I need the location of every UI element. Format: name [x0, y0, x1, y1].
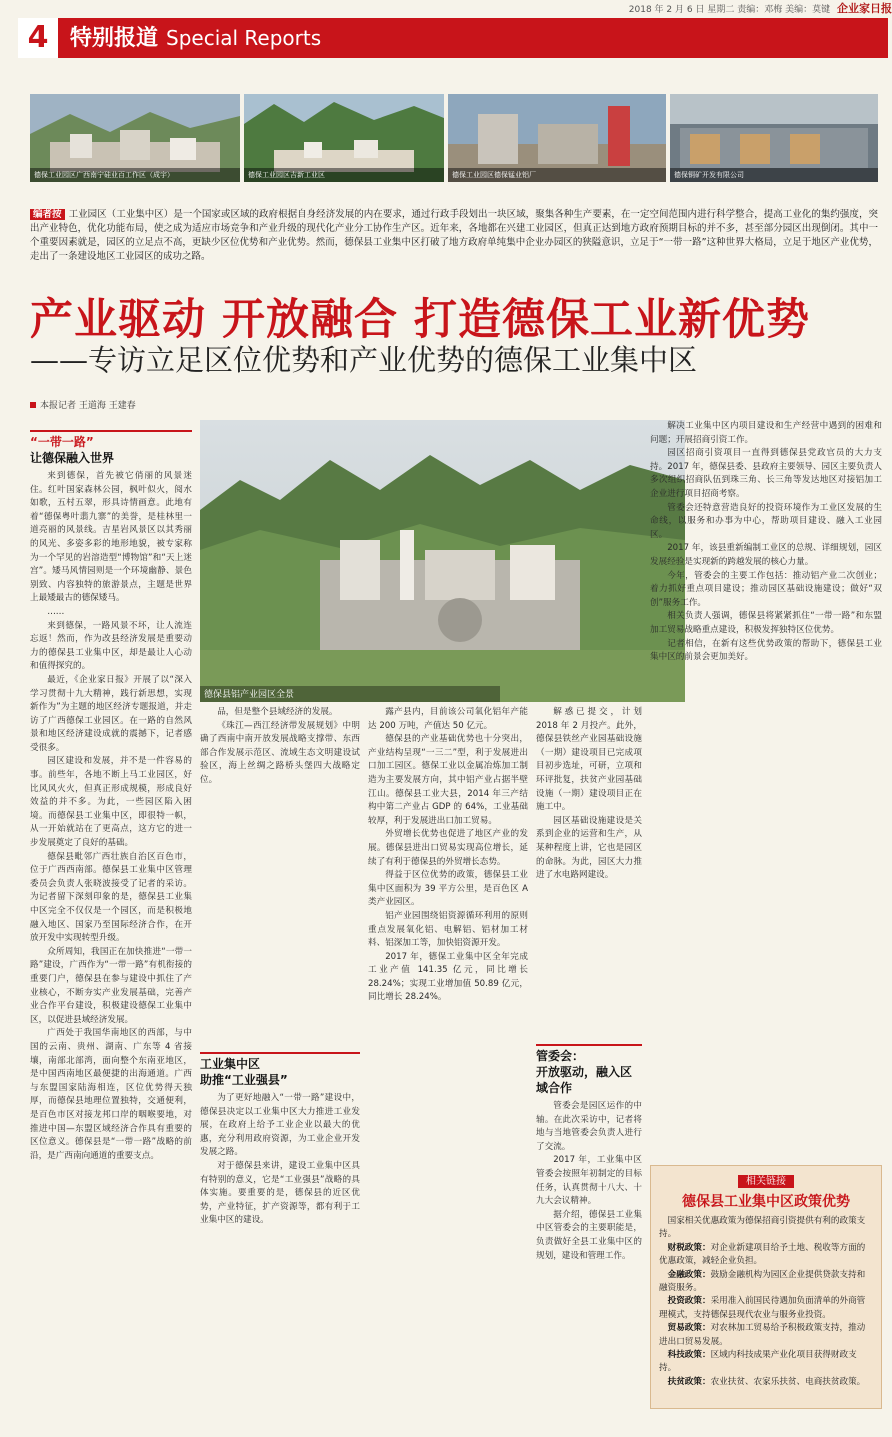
paragraph: 最近，《企业家日报》开展了以“深入学习贯彻十九大精神，践行新思想，实现新作为”为主题的地区经济专题报道，并走访了广西德保工业园区。在一路的自然风景和地区经济建设成就的震撼下，记者感受很多。 — [30, 674, 192, 753]
paragraph: 铝产业园围绕铝资源循环利用的原则重点发展氧化铝、电解铝、铝材加工材料、铝深加工等，加快铝资源开发。 — [368, 910, 528, 949]
policy-item: 科技政策：区域内科技成果产业化项目获得财政支持。 — [659, 1350, 857, 1374]
paragraph: 据介绍，德保县工业集中区管委会的主要职能是，负责做好全县工业集中区的规划，建设和管理工作。 — [536, 1209, 642, 1261]
column-4 — [536, 706, 642, 1420]
photo-1-caption: 德保工业园区广西南宁硅业百工作区（成宇） — [30, 168, 240, 182]
dateline — [540, 0, 892, 14]
editor: 责编：邓梅 — [737, 5, 783, 15]
column-2-text-a — [200, 706, 360, 966]
column-1 — [30, 430, 192, 1420]
column-5-text — [650, 420, 882, 1160]
section-banner — [18, 18, 888, 58]
photo-3-caption: 德保工业园区德保锰业铝厂 — [448, 168, 666, 182]
paragraph: 2017 年，工业集中区管委会按照年初制定的目标任务，认真贯彻十八大、十九大会议精神。 — [536, 1155, 642, 1207]
column-2-text-b — [200, 1092, 360, 1422]
paragraph: 相关负责人强调，德保县将紧紧抓住“一带一路”和东盟加工贸易战略重点建设，积极发挥独特区位优势。 — [650, 611, 882, 635]
paragraph: 外贸增长优势也促进了地区产业的发展。德保县进出口贸易实现高位增长，延续了有利于德保县的外贸增长态势。 — [368, 829, 528, 867]
paragraph: 园区基础设施建设是关系到企业的运营和生产，从某种程度上讲，它也是园区的命脉。为此，园区大力推进了水电路网建设。 — [536, 815, 642, 881]
photo-3 — [448, 94, 666, 182]
column-5 — [650, 420, 882, 1160]
paragraph: 解惑已提交，计划 2018 年 2 月投产。此外，德保县铁丝产业园基础设施（一期）建设项目已完成项目初步选址，可研，立项和环评批复，扶贫产业园基础设施（一期）建设项目正在施工中。 — [536, 707, 642, 813]
paragraph: …… — [47, 606, 65, 617]
page-number: 4 — [18, 18, 58, 58]
column-4-text-a — [536, 706, 642, 1036]
editors-note-text: 工业园区（工业集中区）是一个国家或区域的政府根据自身经济发展的内在要求，通过行政手段划出一块区域，聚集各种生产要素，在一定空间范围内进行科学整合，提高工业化的集约强度，突出产业特色，优化功能布局，使之成为适应市场竞争和产业升级的现代化产业分工协作生产区。近年来，各地都在兴建工业园区，但真正达到地方政府预期目标的并不多，甚至部分园区出现倒闭。其中一个重要因素就是，园区的立足点不高，更缺少区位优势和产业优势。然而，德保县工业集中区打破了地方政府单纯集中企业办园区的狭隘意识，立足于“一带一路”这种世界大格局，立足于地区产业优势，走出了一条建设地区工业园区的成功之路。 — [30, 209, 878, 262]
photo-4 — [670, 94, 878, 182]
paragraph: 众所周知，我国正在加快推进“一带一路”建设，广西作为“一带一路”有机衔接的重要门户，德保县在参与建设中抓住了产业核心，不断夯实产业发展基础，完善产业合作平台建设，积极建设德保工业集中区，以促进县域经济发展。 — [30, 946, 192, 1025]
paragraph: 2017 年，德保工业集中区全年完成工业产值 141.35 亿元，同比增长 28.24%；实现工业增加值 50.89 亿元，同比增长 28.24%。 — [368, 951, 528, 1003]
paragraph: 今年，管委会的主要工作包括：推动铝产业二次创业；着力抓好重点项目建设；推动园区基础设施建设；做好“双创”服务工作。 — [650, 570, 882, 608]
brand: 企业家日报 — [837, 2, 892, 15]
section-title — [70, 18, 321, 58]
column-3 — [368, 706, 528, 1420]
paragraph: 广西处于我国华南地区的西部，与中国的云南、贵州、湖南、广东等 4 省接壤，南部北部湾，面向整个东南亚地区，是中国西南地区最便捷的出海通道。广西与东盟国家陆海相连，区位优势得天独厚，而德保县地理位置独特，交通便利，是百色市区对接龙邦口岸的咽喉要地，对推进中国—东盟区域经济合作具有重要的区位意义。德保县是“一带一路”战略的前沿，是广西南向通道的重要支点。 — [30, 1028, 192, 1161]
paragraph: 得益于区位优势的政策，德保县工业集中区面积为 39 平方公里，是百色区 A 类产业园区。 — [368, 870, 528, 908]
policy-item: 财税政策：对企业新建项目给予土地、税收等方面的优惠政策，减轻企业负担。 — [659, 1242, 866, 1267]
paragraph: 《珠江—西江经济带发展规划》中明确了西南中南开放发展战略支撑带、东西部合作发展示范区、流域生态文明建设试验区，海上丝绸之路桥头堡四大战略定位。 — [200, 720, 360, 785]
section-title-cn: 特别报道 — [70, 26, 159, 51]
paragraph: 为了更好地融入“一带一路”建设中，德保县决定以工业集中区大力推进工业发展，在政府上给予工业企业以最大的优惠，充分利用政府资源，为工业企业开发发展之路。 — [200, 1093, 360, 1158]
section-title-en: Special Reports — [166, 26, 322, 50]
paragraph: 露产县内，目前该公司氧化铝年产能达 200 万吨，产值达 50 亿元。 — [368, 707, 528, 731]
section-heading-title-a: 管委会： — [536, 1049, 585, 1063]
main-photo-image — [200, 420, 685, 702]
main-photo-caption: 德保县铝产业园区全景 — [204, 690, 295, 700]
paragraph: 2017 年，该县重新编制工业区的总规、详细规划，园区发展经验是实现新的跨越发展的核心力量。 — [650, 543, 882, 567]
column-1-text — [30, 470, 192, 1420]
photo-2-caption: 德保工业园区吉新工业区 — [244, 168, 444, 182]
paragraph: 记者相信，在新有这些优势政策的帮助下，德保县工业集中区的前景会更加美好。 — [650, 638, 882, 663]
date: 2018 年 2 月 6 日 — [628, 5, 705, 15]
section-heading-title-b: 助推“工业强县” — [200, 1073, 288, 1087]
related-links-tag: 相关链接 — [659, 1172, 873, 1187]
main-photo — [200, 420, 685, 702]
paragraph: 园区招商引资项目一直得到德保县党政官员的大力支持。2017 年，德保县委、县政府主要领导、园区主要负责人多次组织招商队伍到珠三角、长三角等发达地区对接铝加工企业进行项目招商考察。 — [650, 448, 882, 499]
design: 美编：莫键 — [785, 5, 831, 15]
section-heading-committee — [536, 1044, 642, 1096]
column-3-text — [368, 706, 528, 1420]
policy-item: 国家相关优惠政策为德保招商引资提供有利的政策支持。 — [659, 1216, 866, 1240]
paragraph: 来到德保，一路风景不坏，让人流连忘返！然而，作为改县经济发展是重要动力的德保县工业集中区，却是最让人心动和值得探究的。 — [30, 620, 192, 672]
paragraph: 解决工业集中区内项目建设和生产经营中遇到的困难和问题；开展招商引资工作。 — [650, 421, 882, 445]
paragraph: 品，但是整个县域经济的发展。 — [217, 707, 338, 717]
weekday: 星期二 — [707, 5, 735, 15]
related-links-title: 德保县工业集中区政策优势 — [682, 1194, 850, 1210]
column-4-text-b — [536, 1100, 642, 1400]
policy-item: 扶贫政策：农业扶贫、农家乐扶贫、电商扶贫政策。 — [667, 1376, 866, 1387]
section-heading-belt-road — [30, 430, 192, 466]
section-heading-industrial-zone — [200, 1052, 360, 1088]
section-heading-title: 让德保融入世界 — [30, 451, 115, 465]
related-links-body — [659, 1215, 873, 1389]
section-heading-title-a: 工业集中区 — [200, 1057, 261, 1071]
paragraph: 德保县毗邻广西壮族自治区百色市，位于广西西南部。德保县工业集中区管理委员会负责人张晓波接受了记者的采访。为记者留下深刻印象的是，德保县工业集中区完全不仅仅是一个园区，而是积极地融入地区、国家乃至国际经济合作，在开放开发中实现转型升级。 — [30, 851, 192, 944]
paragraph: 来到德保，首先被它俏丽的风景迷住。红叶国家森林公园，枫叶似火，阅水如歌，五村五翠，形具诗情画意。此地有着“德保粤叶翡九寨”的美誉，是桂林里一道亮丽的风景线。吉星岩风景区以其秀丽的风光、多姿多彩的地形地貌，被专家称为一个罕见的岩溶造型“博物馆”和“天上迷宫”。矮马风情园则是一个环境幽静、景色别致、内容独特的旅游景点，主题是世界上最矮最古的德保矮马。 — [30, 471, 192, 604]
column-2 — [200, 706, 360, 1420]
editors-note-tag: 编者按 — [30, 209, 65, 220]
byline: 本报记者 王道海 王建春 — [30, 398, 136, 411]
section-heading-quote: “一带一路” — [30, 435, 94, 449]
subheadline: ——专访立足区位优势和产业优势的德保工业集中区 — [30, 343, 698, 377]
photo-4-caption: 德保铜矿开发有限公司 — [670, 168, 878, 182]
headline: 产业驱动 开放融合 打造德保工业新优势 — [30, 295, 810, 345]
paragraph: 对于德保县来讲，建设工业集中区具有特别的意义，它是“工业强县”战略的具体实施。要重要的是，德保县的近区优势，产业特征，扩产资源等，都有利于工业集中区的建设。 — [200, 1160, 360, 1226]
section-heading-title-b: 开放驱动，融入区域合作 — [536, 1065, 633, 1095]
policy-item: 投资政策：采用准入前国民待遇加负面清单的外商管理模式，支持德保县现代农业与服务业投资。 — [659, 1296, 866, 1320]
paragraph: 园区建设和发展，并不是一件容易的事。前些年，各地不断上马工业园区，好比风风火火，但真正形成规模，形成良好效益的并不多。为此，一些园区陷入困境。而德保县工业集中区，即很特一帜，从一开始就站在了更高点，这方它的进一步发展奠定了良好的基础。 — [30, 756, 192, 849]
editors-note — [30, 208, 878, 264]
policy-item: 贸易政策：对农林加工贸易给予积极政策支持，推动进出口贸易发展。 — [659, 1323, 866, 1347]
policy-item: 金融政策：鼓励金融机构为园区企业提供贷款支持和融资服务。 — [659, 1269, 866, 1294]
related-links-box — [650, 1165, 882, 1409]
paragraph: 管委会还特意营造良好的投资环境作为工业区发展的生命线，以服务和办事为中心，帮助项目建设、融入工业园区。 — [650, 502, 882, 540]
photo-1 — [30, 94, 240, 182]
paragraph: 管委会是园区运作的中轴。在此次采访中，记者将地与当地管委会负责人进行了交流。 — [536, 1101, 642, 1152]
photo-2 — [244, 94, 444, 182]
paragraph: 德保县的产业基础优势也十分突出，产业结构呈现“一三二”型，利于发展进出口加工园区。德保工业以金属冶炼加工制造为主要发展方向，其中铝产业占据半壁江山。德保县工业大县，2014 年三产结构中第二产业占 GDP 的 64%，工业基础较厚，利于发展进出口加工贸易。 — [368, 734, 528, 826]
